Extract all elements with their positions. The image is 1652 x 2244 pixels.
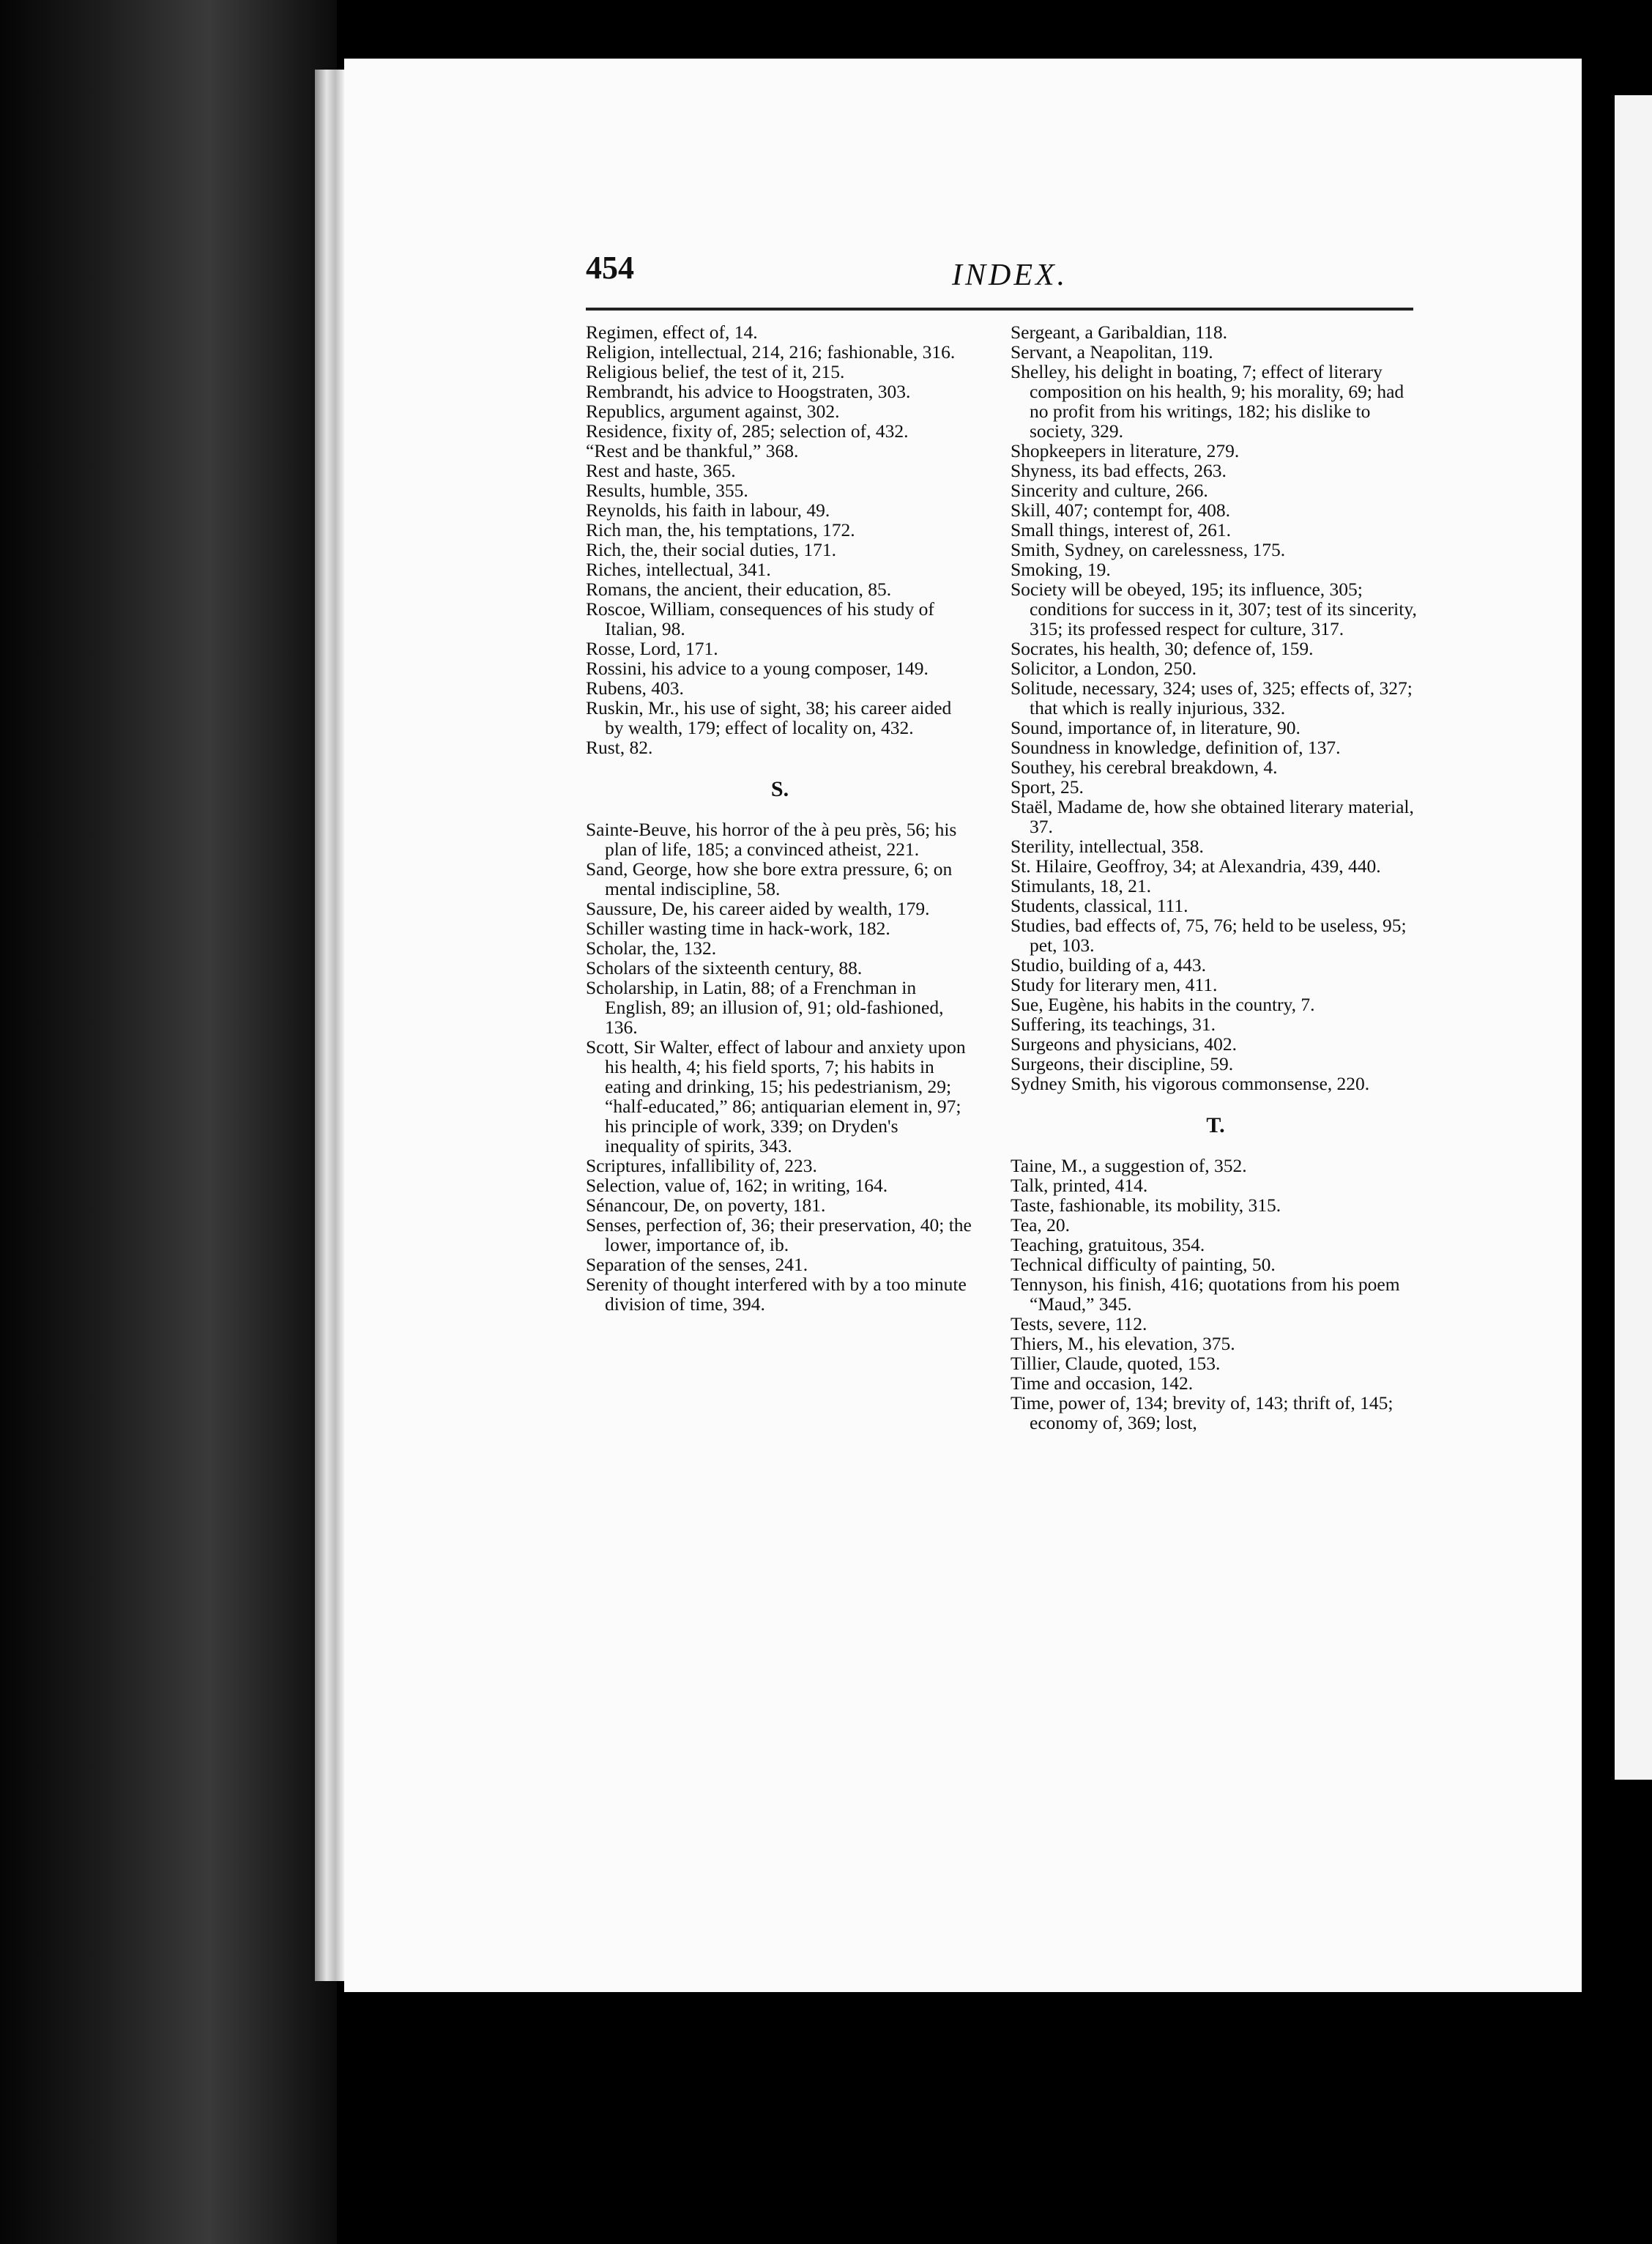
index-entry: Smoking, 19. <box>1011 559 1111 580</box>
index-entry: Sand, George, how she bore extra pressure, 6; on mental indiscipline, 58. <box>586 858 953 899</box>
index-entry: Ruskin, Mr., his use of sight, 38; his career aided by wealth, 179; effect of locality on, 432. <box>586 697 952 738</box>
facing-page-edge <box>1615 95 1652 1780</box>
index-entry: Smith, Sydney, on carelessness, 175. <box>1011 539 1286 560</box>
index-entry: Saussure, De, his career aided by wealth, 179. <box>586 898 930 919</box>
index-entry: Sainte-Beuve, his horror of the à peu près, 56; his plan of life, 185; a convinced atheist, 221. <box>586 819 957 860</box>
index-entry: Sport, 25. <box>1011 776 1084 798</box>
index-entry: Sincerity and culture, 266. <box>1011 480 1208 501</box>
index-entry: Sue, Eugène, his habits in the country, 7. <box>1011 994 1315 1015</box>
index-entry: Senses, perfection of, 36; their preservation, 40; the lower, importance of, ib. <box>586 1214 972 1255</box>
index-entry: Rosse, Lord, 171. <box>586 638 718 659</box>
index-entry: Religious belief, the test of it, 215. <box>586 361 845 382</box>
index-entry: Selection, value of, 162; in writing, 164. <box>586 1175 888 1196</box>
index-entry: Staël, Madame de, how she obtained literary material, 37. <box>1011 796 1414 837</box>
scan-dark-margin <box>0 0 337 2244</box>
index-column-left <box>586 322 974 1314</box>
index-entry: Soundness in knowledge, definition of, 137. <box>1011 737 1341 758</box>
index-entry: Southey, his cerebral breakdown, 4. <box>1011 757 1278 778</box>
index-entry: Rich man, the, his temptations, 172. <box>586 519 855 540</box>
index-entry: Sterility, intellectual, 358. <box>1011 836 1204 857</box>
index-entry: Rich, the, their social duties, 171. <box>586 539 837 560</box>
index-entry: Study for literary men, 411. <box>1011 974 1218 995</box>
index-entry: Results, humble, 355. <box>586 480 748 501</box>
index-entry: Tea, 20. <box>1011 1214 1071 1236</box>
index-entry: Shopkeepers in literature, 279. <box>1011 440 1240 461</box>
index-entry: Rossini, his advice to a young composer, 149. <box>586 658 929 679</box>
index-entry: Thiers, M., his elevation, 375. <box>1011 1333 1235 1354</box>
index-entry: Sénancour, De, on poverty, 181. <box>586 1195 826 1216</box>
index-entries-t <box>1011 1156 1421 1433</box>
index-entry: Scholar, the, 132. <box>586 937 717 959</box>
index-entry: Shelley, his delight in boating, 7; effect of literary composition on his health, 9; his morality, 69; had no profit from his writings, 182; his dislike to society, 329. <box>1011 361 1404 442</box>
index-entry: Religion, intellectual, 214, 216; fashionable, 316. <box>586 341 956 363</box>
page-number: 454 <box>586 250 634 286</box>
index-entry: Rembrandt, his advice to Hoogstraten, 303. <box>586 381 911 402</box>
index-entry: Suffering, its teachings, 31. <box>1011 1014 1216 1035</box>
index-column-right <box>1011 322 1421 1433</box>
index-entry: Socrates, his health, 30; defence of, 159. <box>1011 638 1314 659</box>
index-entry: Rest and haste, 365. <box>586 460 736 481</box>
index-entry: Skill, 407; contempt for, 408. <box>1011 499 1230 521</box>
page-edge-strip <box>315 70 344 1981</box>
header-rule <box>586 308 1413 311</box>
index-entry: Stimulants, 18, 21. <box>1011 875 1151 896</box>
index-entry: Technical difficulty of painting, 50. <box>1011 1254 1276 1275</box>
index-entry: Sergeant, a Garibaldian, 118. <box>1011 322 1227 343</box>
index-entry: Tennyson, his finish, 416; quotations from his poem “Maud,” 345. <box>1011 1274 1400 1315</box>
index-entry: Reynolds, his faith in labour, 49. <box>586 499 830 521</box>
index-entry: Republics, argument against, 302. <box>586 401 840 422</box>
index-entry: Tests, severe, 112. <box>1011 1313 1147 1334</box>
index-entry: Studio, building of a, 443. <box>1011 954 1207 976</box>
index-entries-r <box>586 322 974 757</box>
index-entry: Tillier, Claude, quoted, 153. <box>1011 1353 1221 1374</box>
section-letter-t: T. <box>1206 1113 1225 1137</box>
index-entry: Taste, fashionable, its mobility, 315. <box>1011 1195 1281 1216</box>
index-entry: Surgeons, their discipline, 59. <box>1011 1053 1234 1074</box>
index-entry: Schiller wasting time in hack-work, 182. <box>586 918 890 939</box>
index-entry: Rust, 82. <box>586 737 653 758</box>
index-entry: Teaching, gratuitous, 354. <box>1011 1234 1205 1255</box>
index-entry: Shyness, its bad effects, 263. <box>1011 460 1227 481</box>
index-entry: Rubens, 403. <box>586 677 684 699</box>
index-entry: Residence, fixity of, 285; selection of, 432. <box>586 420 909 442</box>
index-entry: Solicitor, a London, 250. <box>1011 658 1197 679</box>
index-entry: Scott, Sir Walter, effect of labour and anxiety upon his health, 4; his field sports, 7; his habits in eating and drinking, 15; his pedestrianism, 29; “half-educated,” 86; antiquarian element in, 97; his principle of work, 339; on Dryden's inequality of spirits, 343. <box>586 1036 966 1156</box>
index-entry: Separation of the senses, 241. <box>586 1254 808 1275</box>
index-entry: Students, classical, 111. <box>1011 895 1188 916</box>
index-entry: Time and occasion, 142. <box>1011 1372 1194 1394</box>
index-entry: Romans, the ancient, their education, 85. <box>586 579 892 600</box>
section-letter-s: S. <box>770 777 789 801</box>
index-entry: Sydney Smith, his vigorous commonsense, 220. <box>1011 1073 1370 1094</box>
index-entry: Regimen, effect of, 14. <box>586 322 758 343</box>
running-head: INDEX. <box>952 259 1068 292</box>
index-entry: Scholars of the sixteenth century, 88. <box>586 957 863 978</box>
index-entry: Small things, interest of, 261. <box>1011 519 1232 540</box>
index-entry: St. Hilaire, Geoffroy, 34; at Alexandria, 439, 440. <box>1011 855 1381 877</box>
index-entry: Riches, intellectual, 341. <box>586 559 771 580</box>
index-entry: Surgeons and physicians, 402. <box>1011 1033 1238 1055</box>
index-entry: Scholarship, in Latin, 88; of a Frenchman in English, 89; an illusion of, 91; old-fashioned, 136. <box>586 977 944 1038</box>
index-entry: Solitude, necessary, 324; uses of, 325; effects of, 327; that which is really injurious, 332. <box>1011 677 1413 718</box>
index-entry: Roscoe, William, consequences of his study of Italian, 98. <box>586 598 934 639</box>
index-entries-s-continued <box>1011 322 1421 1093</box>
index-entry: Studies, bad effects of, 75, 76; held to be useless, 95; pet, 103. <box>1011 915 1407 956</box>
index-entry: Time, power of, 134; brevity of, 143; thrift of, 145; economy of, 369; lost, <box>1011 1392 1394 1433</box>
index-entry: Taine, M., a suggestion of, 352. <box>1011 1155 1247 1176</box>
index-entry: Serenity of thought interfered with by a too minute division of time, 394. <box>586 1274 967 1315</box>
index-entry: Scriptures, infallibility of, 223. <box>586 1155 817 1176</box>
index-entry: Servant, a Neapolitan, 119. <box>1011 341 1213 363</box>
index-entry: “Rest and be thankful,” 368. <box>586 440 799 461</box>
index-entry: Sound, importance of, in literature, 90. <box>1011 717 1301 738</box>
index-entry: Society will be obeyed, 195; its influence, 305; conditions for success in it, 307; test of its sincerity, 315; its professed respect for culture, 317. <box>1011 579 1417 639</box>
index-entries-s <box>586 820 974 1314</box>
index-entry: Talk, printed, 414. <box>1011 1175 1148 1196</box>
